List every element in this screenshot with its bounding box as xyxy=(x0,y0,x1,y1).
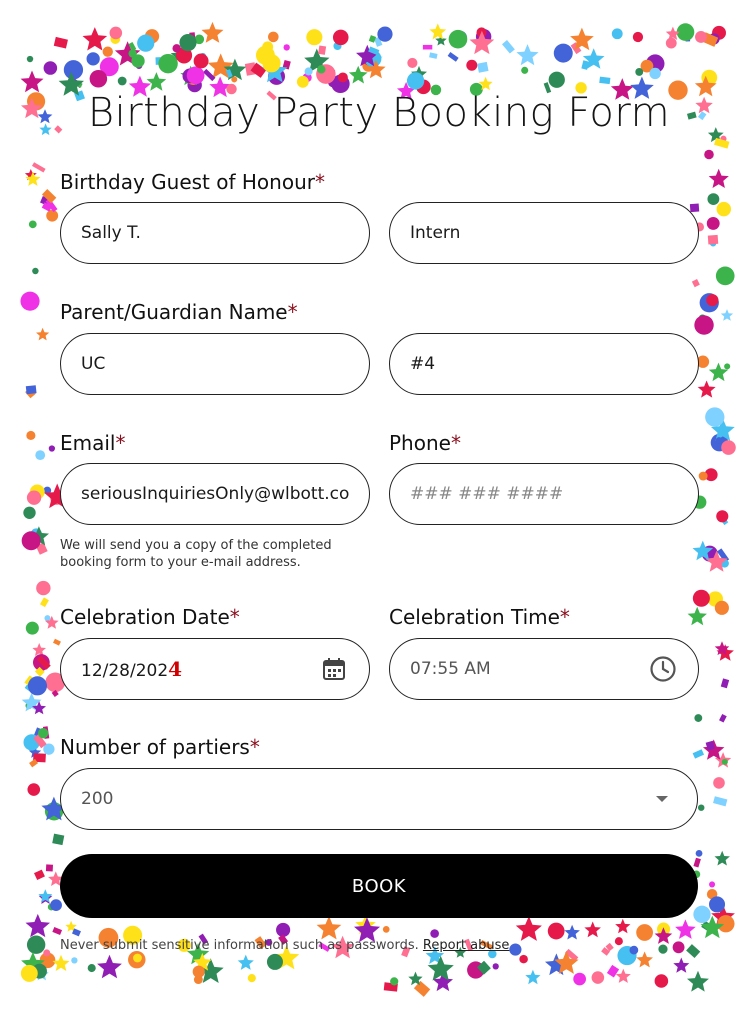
partiers-label: Number of partiers* xyxy=(60,735,260,759)
time-label: Celebration Time* xyxy=(389,605,570,629)
booking-form xyxy=(28,30,730,986)
date-label: Celebration Date* xyxy=(60,605,240,629)
phone-label: Phone* xyxy=(389,431,461,455)
parent-last-name-input[interactable]: #4 xyxy=(389,333,699,395)
guest-first-name-input[interactable]: Sally T. xyxy=(60,202,370,264)
email-hint: We will send you a copy of the completed booking form to your e-mail address. xyxy=(60,538,332,570)
parent-label: Parent/Guardian Name* xyxy=(60,300,298,324)
partiers-select[interactable]: 200 xyxy=(60,768,698,830)
date-value: 12/28/2024 xyxy=(81,657,183,681)
clock-icon[interactable] xyxy=(648,654,678,684)
guest-label: Birthday Guest of Honour* xyxy=(60,170,325,194)
email-input[interactable]: seriousInquiriesOnly@wlbott.co xyxy=(60,463,370,525)
parent-first-name-input[interactable]: UC xyxy=(60,333,370,395)
celebration-time-input[interactable]: 07:55 AM xyxy=(389,638,699,700)
email-label: Email* xyxy=(60,431,126,455)
phone-input[interactable]: ### ### #### xyxy=(389,463,699,525)
celebration-date-input[interactable] xyxy=(60,638,370,700)
report-abuse-link[interactable]: Report abuse xyxy=(422,938,510,953)
chevron-down-icon xyxy=(647,784,677,814)
annotation-digit: 4 xyxy=(168,657,183,681)
guest-last-name-input[interactable]: Intern xyxy=(389,202,699,264)
book-button[interactable]: BOOK xyxy=(60,854,698,918)
calendar-icon[interactable] xyxy=(319,654,349,684)
page-title: Birthday Party Booking Form xyxy=(87,90,671,136)
footer-notice: Never submit sensitive information such as passwords. Report abuse xyxy=(60,938,510,953)
